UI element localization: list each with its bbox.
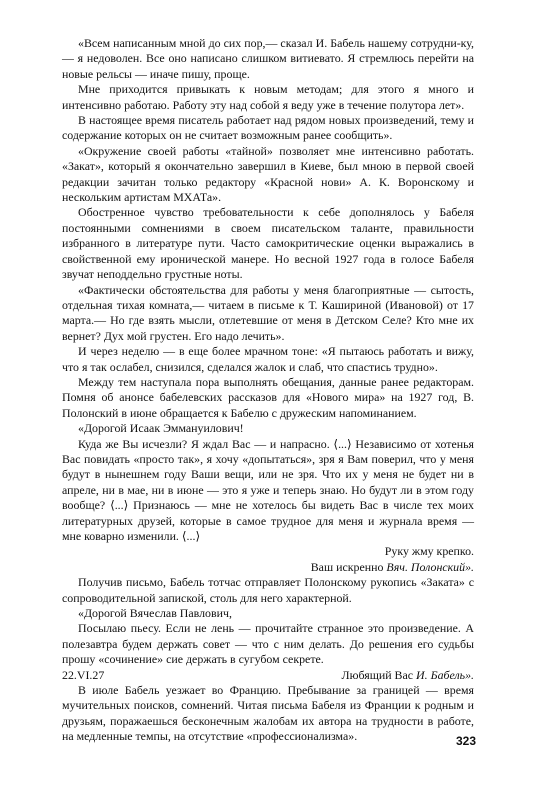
note-signature-prefix: Любящий Вас bbox=[341, 667, 417, 682]
letter-closing: Руку жму крепко. bbox=[384, 544, 474, 559]
page-number: 323 bbox=[455, 734, 476, 748]
paragraph-1: «Всем написанным мной до сих пор,— сказал И. Бабель нашему сотрудни-ку,— я недоволен. Все оно написано слишком витиевато. Я стремлюсь перейти на новые рельсы — иначе пишу, проще. bbox=[62, 36, 474, 81]
paragraph-3: В настоящее время писатель работает над рядом новых произведений, тему и содержание которых он не считает возможным ранее сообщить». bbox=[62, 113, 474, 143]
letter-body: Куда же Вы исчезли? Я ждал Вас — и напрасно. ⟨...⟩ Независимо от хотенья Вас повидать «просто так», я хочу «допытаться», зря я Вам поверил, что у меня будут в нынешнем году Ваши вещи, или не зря. Что их у меня не будет ни в апреле, ни в мае, ни в июне — это я уже и теперь знаю. Но будут ли в этом году вообще? ⟨...⟩ Признаюсь — мне не хотелось бы видеть Вас в числе тех моих литературных друзей, которые в самое трудное для меня и журнала время — мне коварно изменили. ⟨...⟩ bbox=[62, 436, 474, 543]
signature-prefix: Ваш искренно bbox=[310, 559, 387, 574]
letter-salutation: «Дорогой Исаак Эммануилович! bbox=[78, 421, 244, 436]
paragraph-4: «Окружение своей работы «тайной» позволяет мне интенсивно работать. «Закат», который я окончательно завершил в Киеве, был мною в первой своей редакции зачитан только редактору «Красной нови» А. К. Воронскому и нескольким артистам МХАТа». bbox=[62, 143, 474, 205]
paragraph-8: Между тем наступала пора выполнять обещания, данные ранее редакторам. Помня об анонсе бабелевских рассказов для «Нового мира» на 1927 год, В. Полонский в июне обращается к Бабелю с дружеским напоминанием. bbox=[62, 374, 474, 420]
note-body: Посылаю пьесу. Если не лень — прочитайте странное это произведение. А полезавтра будем держать совет — что с ним делать. До решения его судьбы прошу «сочинение» сие держать в сугубом секрете. bbox=[62, 621, 474, 667]
note-date: 22.VI.27 bbox=[62, 667, 105, 682]
paragraph-7: И через неделю — в еще более мрачном тоне: «Я пытаюсь работать и вижу, что я так ослабел, снизился, сделался жалок и слаб, что спастись трудно». bbox=[62, 344, 474, 374]
letter-signature bbox=[62, 560, 474, 575]
paragraph-2: Мне приходится привыкать к новым методам; для этого я много и интенсивно работаю. Работу эту над собой я веду уже в течение полутора лет». bbox=[62, 82, 474, 112]
note-footer bbox=[62, 668, 474, 683]
paragraph-5: Обостренное чувство требовательности к себе дополнялось у Бабеля постоянными сомнениями в своем писательском таланте, правильности избранного в литературе пути. Часто самокритические оценки выражались в свойственной ему иронической манере. Но весной 1927 года в голосе Бабеля звучат неподдельно грустные ноты. bbox=[62, 205, 474, 282]
note-signature bbox=[342, 668, 474, 683]
note-salutation: «Дорогой Вячеслав Павлович, bbox=[78, 606, 232, 621]
note-signature-name: И. Бабель». bbox=[416, 667, 474, 682]
paragraph-6: «Фактически обстоятельства для работы у меня благоприятные — сытость, отдельная тихая комната,— читаем в письме к Т. Кашириной (Ивановой) от 17 марта.— Но где взять мысли, отлетевшие от меня в Детском Селе? Кто мне их вернет? Дух мой грустен. Его надо лечить». bbox=[62, 282, 474, 343]
paragraph-9: Получив письмо, Бабель тотчас отправляет Полонскому рукопись «Заката» с сопроводительной запиской, столь для него характерной. bbox=[62, 575, 474, 605]
signature-name: Вяч. Полонский». bbox=[386, 559, 474, 574]
paragraph-10: В июле Бабель уезжает во Францию. Пребывание за границей — время мучительных поисков, сомнений. Читая письма Бабеля из Франции к родным и друзьям, поражаешься бесконечным жалобам их автора на трудности в работе, на медленные темпы, на отсутствие «профессионализма». bbox=[62, 683, 474, 744]
